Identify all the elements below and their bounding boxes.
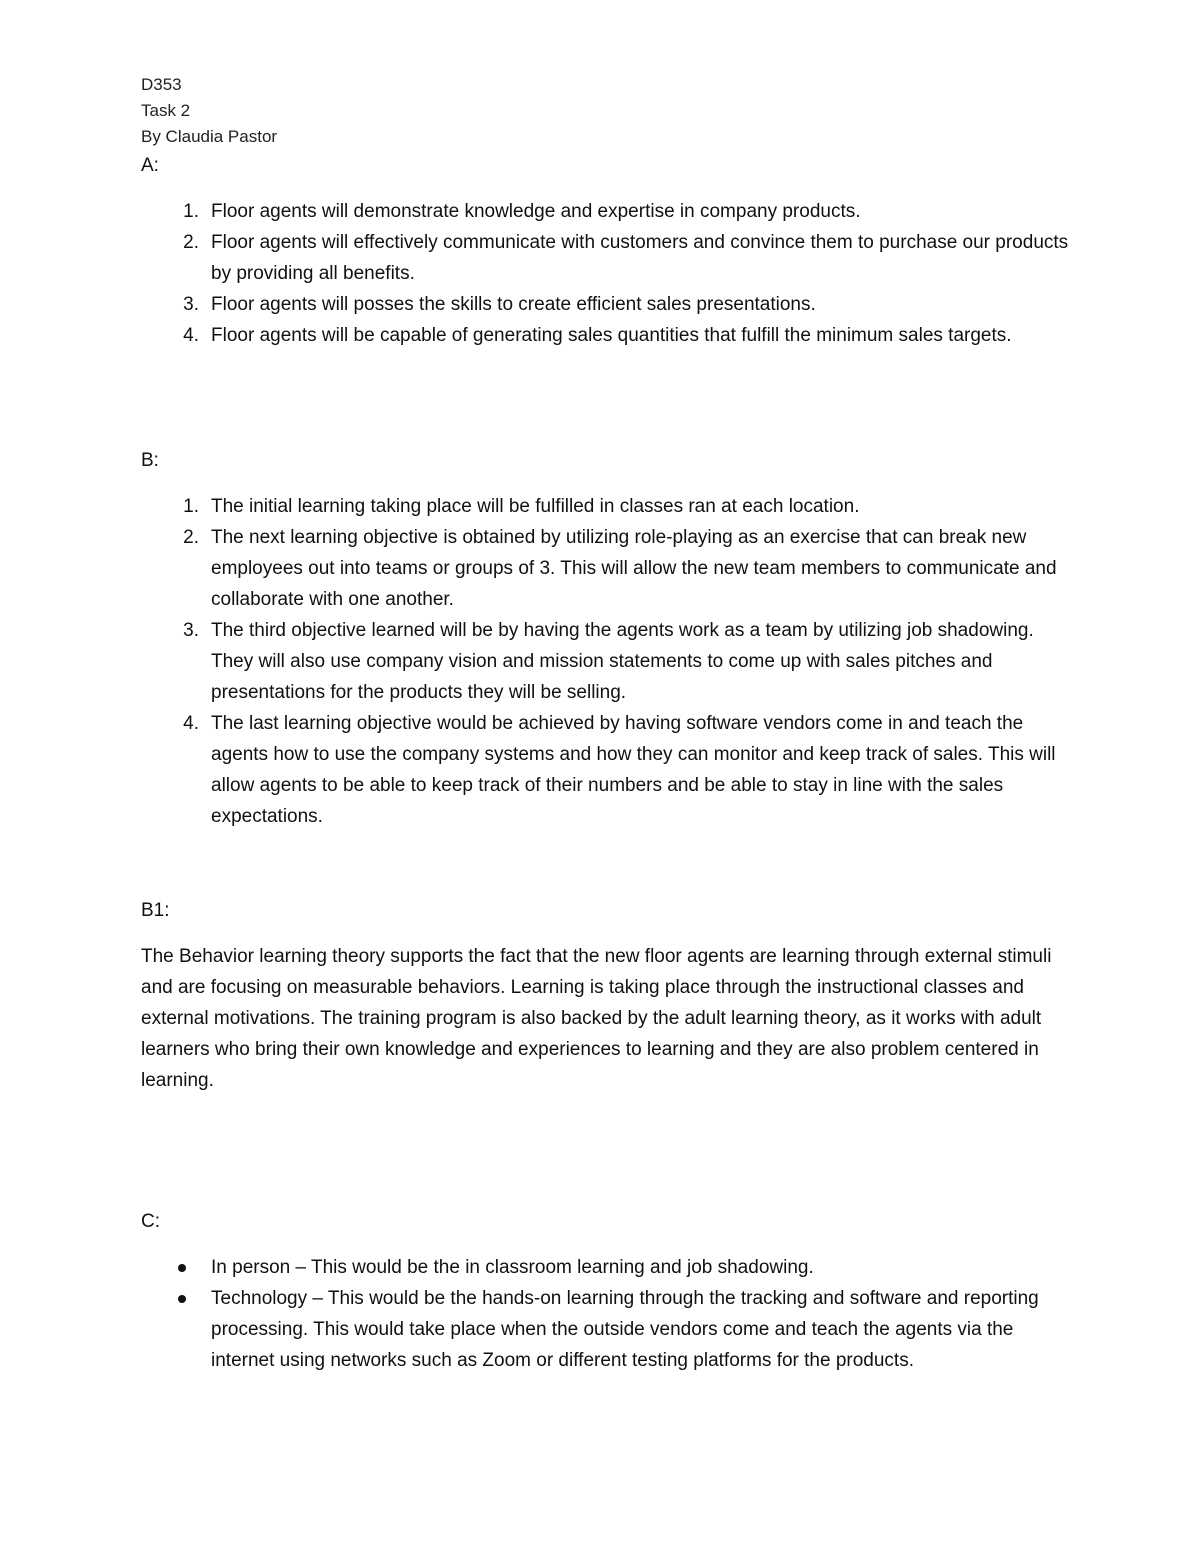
- list-item: [141, 1252, 1071, 1283]
- list-item-text: In person – This would be the in classroom learning and job shadowing.: [211, 1257, 814, 1278]
- list-item: [141, 615, 1071, 708]
- section-b-heading: B:: [141, 450, 159, 471]
- list-item-text: Floor agents will effectively communicate with customers and convince them to purchase our products by providing all benefits.: [211, 232, 1069, 284]
- list-marker: 2.: [183, 527, 199, 548]
- list-item-text: Floor agents will demonstrate knowledge and expertise in company products.: [211, 201, 861, 222]
- section-a-heading: A:: [141, 155, 159, 176]
- list-item-text: Floor agents will be capable of generating sales quantities that fulfill the minimum sales targets.: [211, 325, 1012, 346]
- list-marker: 1.: [183, 201, 199, 222]
- section-a-list: [141, 196, 1071, 351]
- list-marker: 2.: [183, 232, 199, 253]
- list-item-text: Floor agents will posses the skills to create efficient sales presentations.: [211, 294, 816, 315]
- list-item: [141, 289, 1071, 320]
- section-b1-heading: B1:: [141, 900, 170, 921]
- bullet-icon: [178, 1295, 186, 1303]
- task-label: Task 2: [141, 101, 191, 120]
- section-c-list: [141, 1252, 1071, 1376]
- list-item: [141, 196, 1071, 227]
- author-line: By Claudia Pastor: [141, 127, 278, 146]
- course-code: D353: [141, 75, 182, 94]
- list-marker: 3.: [183, 620, 199, 641]
- list-item: [141, 227, 1071, 289]
- list-item: [141, 320, 1071, 351]
- list-item: [141, 491, 1071, 522]
- section-b-list: [141, 491, 1071, 832]
- list-item: [141, 1283, 1071, 1376]
- list-item: [141, 708, 1071, 832]
- list-item-text: The next learning objective is obtained by utilizing role-playing as an exercise that can break new employees out into teams or groups of 3. This will allow the new team members to communicate and collaborate with one another.: [211, 527, 1057, 610]
- list-item-text: Technology – This would be the hands-on learning through the tracking and software and reporting processing. This would take place when the outside vendors come and teach the agents via the internet using networks such as Zoom or different testing platforms for the products.: [211, 1288, 1039, 1371]
- list-marker: 3.: [183, 294, 199, 315]
- list-marker: 4.: [183, 325, 199, 346]
- list-item: [141, 522, 1071, 615]
- list-item-text: The third objective learned will be by having the agents work as a team by utilizing job shadowing. They will also use company vision and mission statements to come up with sales pitches and presentations for the products they will be selling.: [211, 620, 1034, 703]
- list-marker: 1.: [183, 496, 199, 517]
- section-c-heading: C:: [141, 1211, 160, 1232]
- section-b1-paragraph: The Behavior learning theory supports the fact that the new floor agents are learning through external stimuli and are focusing on measurable behaviors. Learning is taking place through the instructional classes and external motivations. The training program is also backed by the adult learning theory, as it works with adult learners who bring their own knowledge and experiences to learning and they are also problem centered in learning.: [141, 946, 1052, 1091]
- list-marker: 4.: [183, 713, 199, 734]
- list-item-text: The initial learning taking place will be fulfilled in classes ran at each location.: [211, 496, 860, 517]
- list-item-text: The last learning objective would be achieved by having software vendors come in and teach the agents how to use the company systems and how they can monitor and keep track of sales. This will allow agents to be able to keep track of their numbers and be able to stay in line with the sales expectations.: [211, 713, 1056, 827]
- bullet-icon: [178, 1264, 186, 1272]
